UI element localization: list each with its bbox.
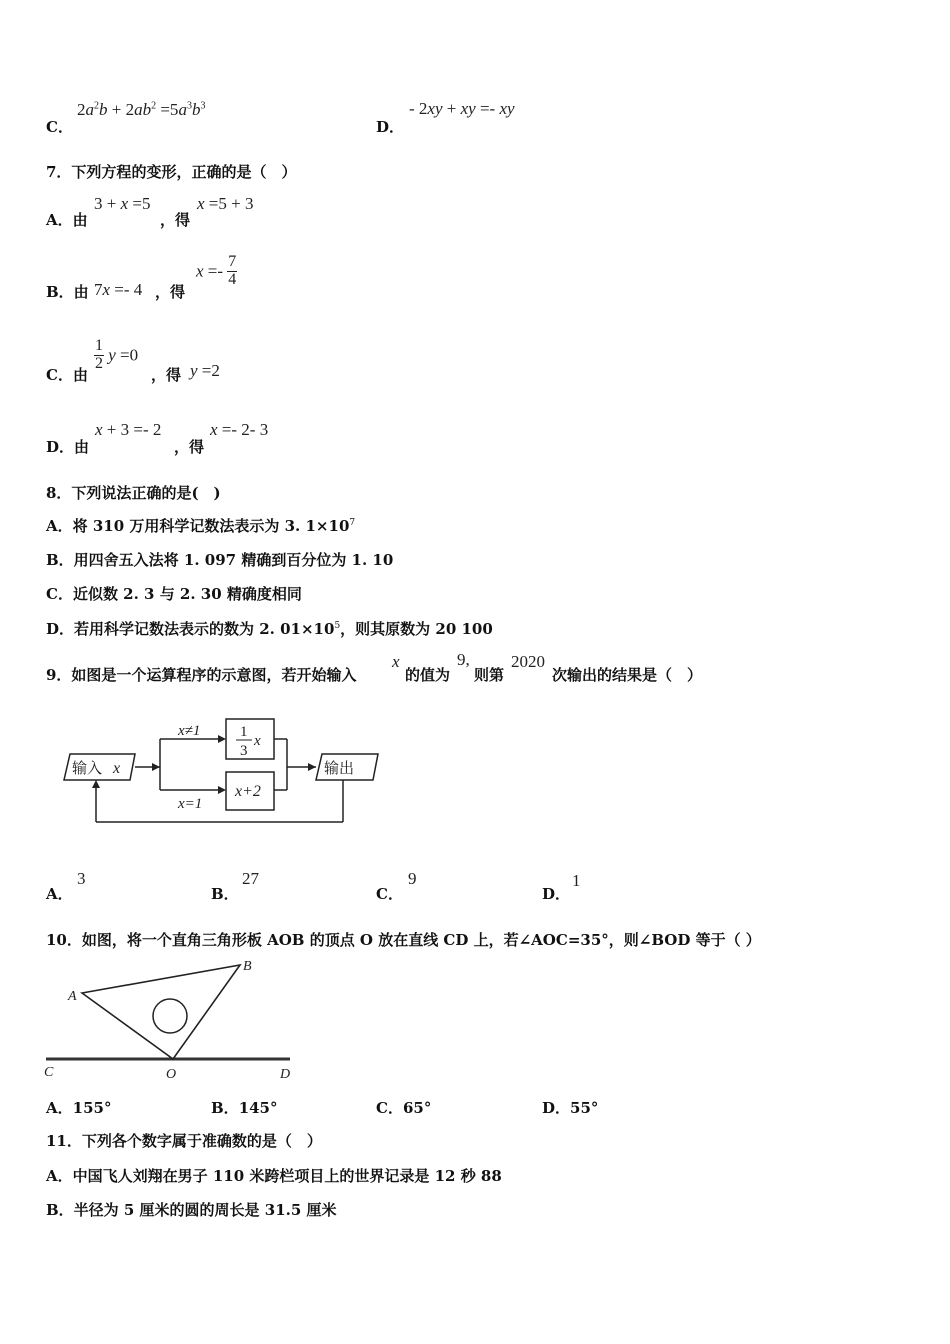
- q7-option-a-eq2: x =5 + 3: [197, 194, 254, 213]
- flowchart-diagram: [60, 712, 390, 832]
- q11-option-a: A．中国飞人刘翔在男子 110 米跨栏项目上的世界记录是 12 秒 88: [46, 1167, 502, 1185]
- q9-stem-part3: 则第: [474, 666, 505, 684]
- q7-option-a-eq1: 3 + x =5: [94, 194, 151, 213]
- q6-option-d-math: - 2xy + xy =- xy: [409, 99, 515, 118]
- q9-stem-var: x: [392, 652, 400, 671]
- output-label: 输出: [324, 759, 355, 777]
- q9-option-d-value: 1: [572, 871, 581, 890]
- q7-option-c-eq1: $\frac{1}{2}$ y =0: [95, 337, 139, 372]
- q10-option-c: C．65°: [376, 1099, 432, 1117]
- q8-option-b: B．用四舍五入法将 1. 097 精确到百分位为 1. 10: [46, 551, 394, 569]
- box-top: [226, 719, 274, 759]
- q7-option-c-mid: ，得: [151, 366, 182, 384]
- q9-option-b-value: 27: [242, 869, 259, 888]
- box-top-var: x: [254, 733, 261, 749]
- box-bottom-text: x+2: [235, 783, 261, 800]
- input-var: x: [113, 760, 121, 777]
- q11-stem: 11．下列各个数字属于准确数的是（ ）: [46, 1132, 322, 1150]
- q7-option-c-eq2: y =2: [190, 361, 220, 380]
- q7-option-d-label: D．由: [46, 438, 90, 456]
- q9-option-c-label: C．: [376, 885, 403, 903]
- cond-bottom: x=1: [178, 796, 203, 812]
- box-top-num: 1: [240, 724, 248, 740]
- q7-option-d-eq1: x + 3 =- 2: [95, 420, 162, 439]
- q9-stem-value: 9,: [457, 650, 470, 669]
- q9-stem-part4: 次输出的结果是（ ）: [552, 666, 703, 684]
- q6-option-c-label: C．: [46, 118, 73, 136]
- label-b: B: [243, 959, 252, 974]
- q7-stem: 7．下列方程的变形，正确的是（ ）: [46, 163, 297, 181]
- q9-option-d-label: D．: [542, 885, 571, 903]
- q8-option-a: A．将 310 万用科学记数法表示为 3. $1\times 10^7$: [46, 517, 356, 535]
- q10-option-a: A．155°: [46, 1099, 112, 1117]
- q10-option-b: B．145°: [211, 1099, 278, 1117]
- triangle-aob: [82, 965, 240, 1059]
- triangle-figure: [40, 952, 300, 1082]
- q6-option-c-math: $2a^2b + 2ab^2 =5a^3b^3$: [77, 100, 206, 119]
- label-o: O: [166, 1067, 177, 1082]
- q9-stem-part1: 9．如图是一个运算程序的示意图，若开始输入: [46, 666, 357, 684]
- q8-option-d: D．若用科学记数法表示的数为 2. $01\times 10^5$，则其原数为 20 100: [46, 620, 493, 638]
- label-a: A: [68, 989, 77, 1004]
- box-top-den: 3: [240, 743, 248, 759]
- triangle-hole: [153, 999, 187, 1033]
- q8-option-c: C．近似数 2. 3 与 2. 30 精确度相同: [46, 585, 302, 603]
- q11-option-b: B．半径为 5 厘米的圆的周长是 31.5 厘米: [46, 1201, 337, 1219]
- q10-option-d: D．55°: [542, 1099, 599, 1117]
- q7-option-a-label: A．由: [46, 211, 88, 229]
- q9-stem-part2: 的值为: [405, 666, 451, 684]
- q9-option-b-label: B．: [211, 885, 239, 903]
- q6-option-d-label: D．: [376, 118, 405, 136]
- label-d: D: [280, 1067, 291, 1082]
- input-label: 输入: [72, 759, 103, 777]
- label-c: C: [44, 1065, 54, 1080]
- q7-option-d-eq2: x =- 2- 3: [210, 420, 269, 439]
- q9-option-a-label: A．: [46, 885, 73, 903]
- cond-top: x≠1: [178, 723, 201, 739]
- q7-option-d-mid: ，得: [174, 438, 205, 456]
- q9-stem-n: 2020: [511, 652, 545, 671]
- q10-stem: 10．如图，将一个直角三角形板 AOB 的顶点 O 放在直线 CD 上，若∠AOC=35°，则∠BOD 等于（ ）: [46, 931, 761, 949]
- q9-option-c-value: 9: [408, 869, 417, 888]
- q7-option-c-label: C．由: [46, 366, 88, 384]
- q7-option-b-eq1: 7x =- 4: [94, 280, 143, 299]
- q7-option-b-label: B．由: [46, 283, 89, 301]
- q7-option-b-eq2: x =- $\frac{7}{4}$: [196, 253, 237, 288]
- q8-stem: 8．下列说法正确的是( ): [46, 484, 221, 502]
- q9-option-a-value: 3: [77, 869, 86, 888]
- q7-option-b-mid: ，得: [155, 283, 186, 301]
- q7-option-a-mid: ，得: [160, 211, 191, 229]
